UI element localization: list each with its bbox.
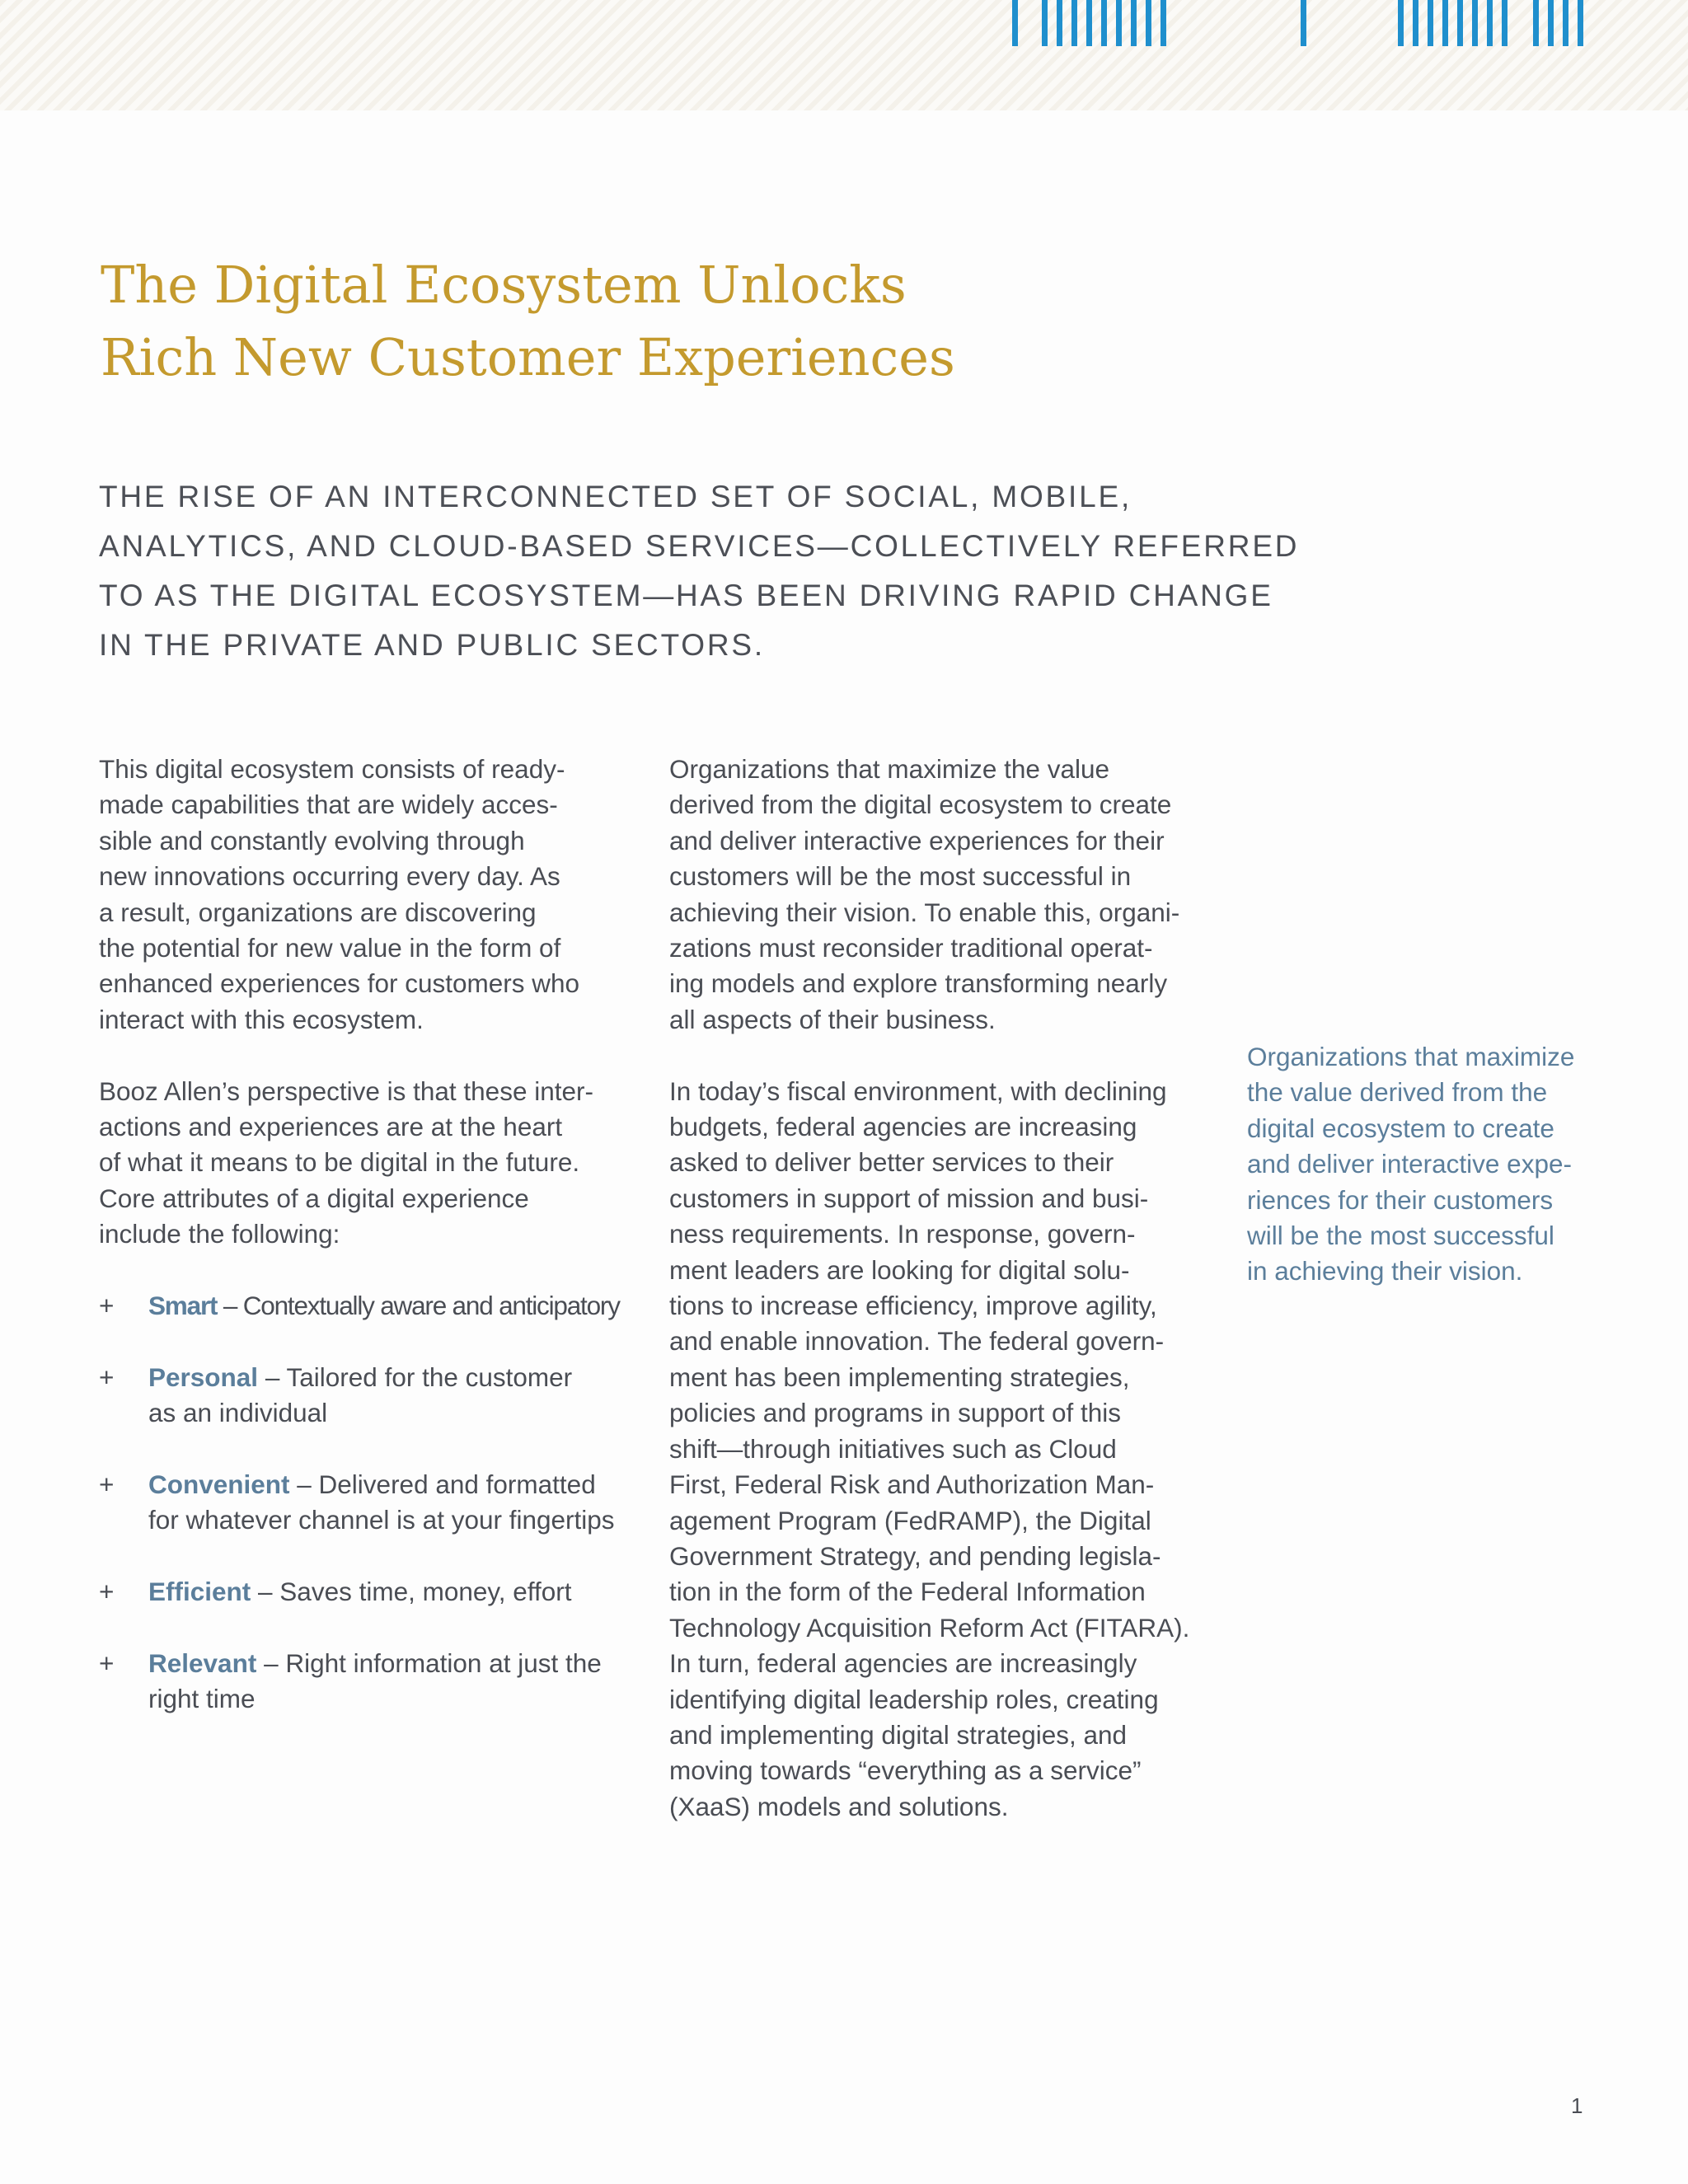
text-line: identifying digital leadership roles, creating: [669, 1684, 1159, 1714]
text-line: customers will be the most successful in: [669, 861, 1132, 892]
text-line: a result, organizations are discovering: [99, 897, 537, 927]
text-line: asked to deliver better services to their: [669, 1147, 1114, 1178]
text-line: ment leaders are looking for digital solu-: [669, 1254, 1130, 1285]
text-line: In turn, federal agencies are increasingly: [669, 1648, 1137, 1679]
pull-quote-line: riences for their customers: [1247, 1184, 1554, 1215]
plus-icon: +: [99, 1469, 115, 1500]
attribute-description-cont: for whatever channel is at your fingertips: [148, 1505, 615, 1535]
body-paragraph: [669, 752, 1230, 1038]
text-line: Technology Acquisition Reform Act (FITARA).: [669, 1612, 1190, 1643]
text-line: ment has been implementing strategies,: [669, 1361, 1130, 1392]
list-item: [99, 1467, 643, 1539]
attribute-description: – Saves time, money, effort: [251, 1577, 572, 1607]
pull-quote-line: Organizations that maximize: [1247, 1042, 1575, 1071]
text-line: new innovations occurring every day. As: [99, 861, 560, 892]
plus-icon: +: [99, 1361, 115, 1392]
text-line: policies and programs in support of this: [669, 1398, 1122, 1428]
pull-quote-line: digital ecosystem to create: [1247, 1113, 1554, 1143]
text-line: First, Federal Risk and Authorization Man-: [669, 1469, 1155, 1500]
text-line: of what it means to be digital in the future.: [99, 1147, 580, 1178]
body-column-left: [99, 752, 643, 1718]
text-line: (XaaS) models and solutions.: [669, 1791, 1009, 1821]
pull-quote-line: and deliver interactive expe-: [1247, 1149, 1572, 1179]
text-line: Booz Allen’s perspective is that these inter-: [99, 1076, 593, 1106]
text-line: Core attributes of a digital experience: [99, 1183, 529, 1213]
text-line: include the following:: [99, 1219, 340, 1249]
text-line: budgets, federal agencies are increasing: [669, 1112, 1137, 1142]
text-line: all aspects of their business.: [669, 1004, 996, 1034]
text-line: customers in support of mission and busi-: [669, 1183, 1149, 1213]
list-item: [99, 1646, 643, 1718]
text-line: zations must reconsider traditional operat-: [669, 933, 1153, 963]
text-line: shift—through initiatives such as Cloud: [669, 1433, 1117, 1464]
page-number: 1: [1571, 2093, 1583, 2118]
attribute-term: Personal: [148, 1361, 259, 1392]
pull-quote-line: will be the most successful: [1247, 1221, 1554, 1251]
list-item: [99, 1288, 643, 1324]
text-line: tion in the form of the Federal Information: [669, 1577, 1146, 1607]
text-line: moving towards “everything as a service”: [669, 1755, 1142, 1786]
text-line: achieving their vision. To enable this, organi-: [669, 897, 1180, 927]
pull-quote-line: in achieving their vision.: [1247, 1256, 1523, 1286]
pull-quote: [1247, 1039, 1634, 1290]
text-line: the potential for new value in the form of: [99, 933, 561, 963]
attribute-description-cont: as an individual: [148, 1398, 328, 1428]
lead-line: TO AS THE DIGITAL ECOSYSTEM—HAS BEEN DRIVING RAPID CHANGE: [99, 579, 1273, 612]
plus-icon: +: [99, 1648, 115, 1679]
body-paragraph: [99, 1074, 643, 1253]
text-line: and deliver interactive experiences for their: [669, 825, 1165, 855]
attribute-term: Efficient: [148, 1577, 251, 1607]
attribute-description-cont: right time: [148, 1684, 256, 1714]
attribute-description: – Tailored for the customer: [258, 1361, 573, 1392]
attribute-list: [99, 1288, 643, 1718]
attribute-description: – Right information at just the: [256, 1648, 602, 1679]
text-line: ness requirements. In response, govern-: [669, 1219, 1136, 1249]
lead-line: THE RISE OF AN INTERCONNECTED SET OF SOCIAL, MOBILE,: [99, 480, 1132, 513]
text-line: actions and experiences are at the heart: [99, 1112, 563, 1142]
text-line: ing models and explore transforming nearly: [669, 968, 1168, 999]
page-title: [101, 249, 1172, 394]
list-item: [99, 1574, 643, 1610]
attribute-description: – Contextually aware and anticipatory: [217, 1291, 620, 1321]
attribute-term: Smart: [148, 1291, 218, 1321]
text-line: derived from the digital ecosystem to create: [669, 790, 1172, 820]
text-line: and enable innovation. The federal govern-: [669, 1326, 1165, 1357]
plus-icon: +: [99, 1291, 115, 1321]
text-line: enhanced experiences for customers who: [99, 968, 580, 999]
title-line: Rich New Customer Experiences: [101, 327, 955, 387]
lead-line: ANALYTICS, AND CLOUD-BASED SERVICES—COLLECTIVELY REFERRED: [99, 529, 1300, 563]
text-line: interact with this ecosystem.: [99, 1004, 424, 1034]
pull-quote-line: the value derived from the: [1247, 1077, 1548, 1108]
plus-icon: +: [99, 1577, 115, 1607]
list-item: [99, 1360, 643, 1432]
attribute-term: Relevant: [148, 1648, 257, 1679]
text-line: and implementing digital strategies, and: [669, 1719, 1128, 1750]
title-line: The Digital Ecosystem Unlocks: [101, 255, 907, 315]
lead-line: IN THE PRIVATE AND PUBLIC SECTORS.: [99, 628, 765, 662]
text-line: sible and constantly evolving through: [99, 825, 525, 855]
text-line: In today’s fiscal environment, with declining: [669, 1076, 1167, 1106]
text-line: Government Strategy, and pending legisla-: [669, 1540, 1161, 1571]
body-paragraph: [669, 1074, 1230, 1825]
body-paragraph: [99, 752, 643, 1038]
text-line: agement Program (FedRAMP), the Digital: [669, 1505, 1151, 1535]
text-line: made capabilities that are widely acces-: [99, 790, 558, 820]
barcode-decoration: [1012, 0, 1589, 46]
body-column-middle: [669, 752, 1230, 1825]
lead-paragraph: [99, 472, 1300, 670]
text-line: tions to increase efficiency, improve agility,: [669, 1291, 1157, 1321]
attribute-term: Convenient: [148, 1469, 290, 1500]
text-line: Organizations that maximize the value: [669, 754, 1110, 784]
text-line: This digital ecosystem consists of ready-: [99, 754, 565, 784]
attribute-description: – Delivered and formatted: [289, 1469, 596, 1500]
